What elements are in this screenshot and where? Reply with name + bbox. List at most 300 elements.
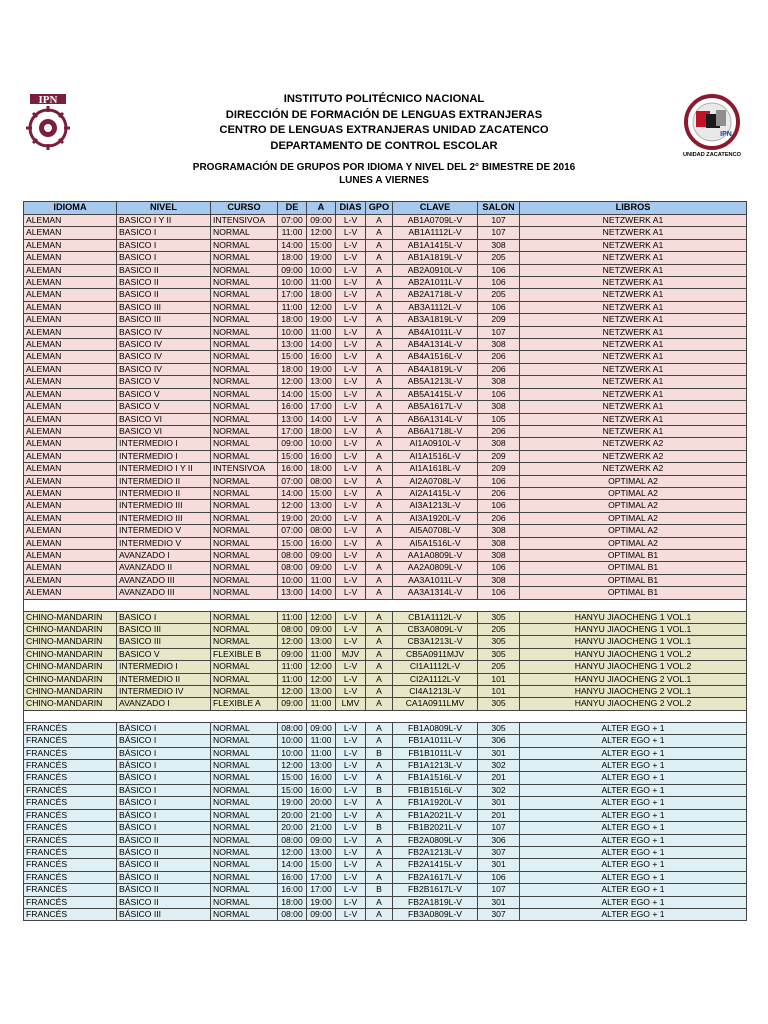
- cell-dias: L-V: [336, 388, 366, 400]
- cell-dias: L-V: [336, 722, 366, 734]
- cell-idioma: CHINO-MANDARIN: [24, 698, 117, 710]
- cell-salon: 301: [478, 747, 520, 759]
- cell-idioma: CHINO-MANDARIN: [24, 636, 117, 648]
- table-row: [24, 747, 747, 759]
- col-header-nivel: NIVEL: [117, 202, 211, 215]
- cell-curso: NORMAL: [211, 760, 278, 772]
- cell-salon: 301: [478, 896, 520, 908]
- cell-curso: NORMAL: [211, 413, 278, 425]
- cell-nivel: BÁSICO II: [117, 871, 211, 883]
- table-row: [24, 277, 747, 289]
- cell-salon: 106: [478, 301, 520, 313]
- cell-de: 20:00: [278, 809, 307, 821]
- cell-dias: L-V: [336, 215, 366, 227]
- cell-clave: AB6A1718L-V: [393, 425, 478, 437]
- cell-clave: AI3A1213L-V: [393, 500, 478, 512]
- separator-cell: [24, 710, 747, 722]
- cell-salon: 308: [478, 549, 520, 561]
- cell-de: 14:00: [278, 239, 307, 251]
- cell-clave: AB1A1112L-V: [393, 227, 478, 239]
- cell-dias: L-V: [336, 401, 366, 413]
- cell-libros: ALTER EGO + 1: [520, 834, 747, 846]
- cell-salon: 206: [478, 425, 520, 437]
- cell-idioma: FRANCÉS: [24, 747, 117, 759]
- cell-a: 11:00: [307, 698, 336, 710]
- cell-dias: L-V: [336, 908, 366, 920]
- cell-idioma: FRANCÉS: [24, 797, 117, 809]
- cell-a: 18:00: [307, 425, 336, 437]
- cell-curso: NORMAL: [211, 264, 278, 276]
- table-row: [24, 859, 747, 871]
- cell-gpo: A: [366, 624, 393, 636]
- cell-a: 13:00: [307, 846, 336, 858]
- cell-curso: NORMAL: [211, 735, 278, 747]
- cell-dias: L-V: [336, 264, 366, 276]
- cell-salon: 107: [478, 227, 520, 239]
- cell-de: 10:00: [278, 326, 307, 338]
- cell-curso: NORMAL: [211, 351, 278, 363]
- cell-curso: NORMAL: [211, 834, 278, 846]
- cell-clave: AI2A0708L-V: [393, 475, 478, 487]
- cell-gpo: B: [366, 884, 393, 896]
- cell-clave: AI5A1516L-V: [393, 537, 478, 549]
- cell-de: 14:00: [278, 388, 307, 400]
- cell-salon: 308: [478, 525, 520, 537]
- cell-libros: NETZWERK A1: [520, 339, 747, 351]
- cell-de: 07:00: [278, 475, 307, 487]
- cell-dias: L-V: [336, 760, 366, 772]
- table-row: [24, 809, 747, 821]
- cell-a: 12:00: [307, 227, 336, 239]
- cell-curso: NORMAL: [211, 227, 278, 239]
- cell-a: 20:00: [307, 797, 336, 809]
- cell-curso: INTENSIVOA: [211, 463, 278, 475]
- cell-de: 18:00: [278, 252, 307, 264]
- cell-idioma: ALEMAN: [24, 475, 117, 487]
- cell-curso: NORMAL: [211, 772, 278, 784]
- cell-nivel: INTERMEDIO V: [117, 525, 211, 537]
- cell-salon: 308: [478, 376, 520, 388]
- cell-clave: FB1A1011L-V: [393, 735, 478, 747]
- cell-curso: NORMAL: [211, 784, 278, 796]
- cell-a: 20:00: [307, 512, 336, 524]
- cell-curso: NORMAL: [211, 686, 278, 698]
- cell-nivel: BÁSICO I: [117, 809, 211, 821]
- cell-idioma: FRANCÉS: [24, 784, 117, 796]
- cell-idioma: ALEMAN: [24, 574, 117, 586]
- cell-nivel: INTERMEDIO I: [117, 450, 211, 462]
- cell-idioma: CHINO-MANDARIN: [24, 686, 117, 698]
- cell-curso: NORMAL: [211, 500, 278, 512]
- cell-salon: 101: [478, 673, 520, 685]
- cell-clave: AB4A1011L-V: [393, 326, 478, 338]
- cell-idioma: FRANCÉS: [24, 735, 117, 747]
- cell-nivel: INTERMEDIO III: [117, 512, 211, 524]
- table-row: [24, 425, 747, 437]
- cell-a: 11:00: [307, 277, 336, 289]
- cell-clave: AB1A0709L-V: [393, 215, 478, 227]
- cell-gpo: A: [366, 351, 393, 363]
- cell-nivel: AVANZADO III: [117, 587, 211, 599]
- cell-a: 13:00: [307, 686, 336, 698]
- schedule-table: [23, 201, 747, 921]
- cell-dias: L-V: [336, 450, 366, 462]
- cell-dias: L-V: [336, 846, 366, 858]
- cell-gpo: A: [366, 611, 393, 623]
- cell-idioma: ALEMAN: [24, 351, 117, 363]
- header-direction: DIRECCIÓN DE FORMACIÓN DE LENGUAS EXTRANJERAS: [225, 108, 543, 121]
- cell-nivel: BÁSICO I: [117, 735, 211, 747]
- cell-idioma: ALEMAN: [24, 289, 117, 301]
- cell-a: 12:00: [307, 611, 336, 623]
- cell-salon: 306: [478, 735, 520, 747]
- cell-libros: ALTER EGO + 1: [520, 908, 747, 920]
- table-row: [24, 760, 747, 772]
- table-row: [24, 822, 747, 834]
- cell-a: 16:00: [307, 450, 336, 462]
- col-header-de: DE: [278, 202, 307, 215]
- cell-clave: FB2A1617L-V: [393, 871, 478, 883]
- subtitle-programacion: PROGRAMACIÓN DE GRUPOS POR IDIOMA Y NIVEL DEL 2° BIMESTRE DE 2016: [192, 162, 576, 173]
- cell-de: 13:00: [278, 587, 307, 599]
- cell-de: 12:00: [278, 376, 307, 388]
- cell-libros: ALTER EGO + 1: [520, 722, 747, 734]
- cell-de: 16:00: [278, 884, 307, 896]
- cell-idioma: FRANCÉS: [24, 772, 117, 784]
- cell-libros: NETZWERK A2: [520, 438, 747, 450]
- cell-gpo: A: [366, 500, 393, 512]
- cell-dias: L-V: [336, 636, 366, 648]
- cell-nivel: INTERMEDIO V: [117, 537, 211, 549]
- cell-idioma: ALEMAN: [24, 413, 117, 425]
- cell-libros: OPTIMAL A2: [520, 525, 747, 537]
- cell-clave: AB3A1112L-V: [393, 301, 478, 313]
- cell-nivel: BASICO III: [117, 636, 211, 648]
- cell-a: 11:00: [307, 648, 336, 660]
- cell-a: 19:00: [307, 252, 336, 264]
- cell-salon: 106: [478, 264, 520, 276]
- cell-dias: L-V: [336, 896, 366, 908]
- cell-salon: 205: [478, 624, 520, 636]
- cell-clave: AA1A0809L-V: [393, 549, 478, 561]
- cell-salon: 205: [478, 289, 520, 301]
- cell-idioma: ALEMAN: [24, 587, 117, 599]
- table-row: [24, 562, 747, 574]
- cell-nivel: BASICO IV: [117, 351, 211, 363]
- cell-curso: NORMAL: [211, 549, 278, 561]
- cell-nivel: INTERMEDIO II: [117, 487, 211, 499]
- cell-nivel: BÁSICO II: [117, 896, 211, 908]
- cell-idioma: FRANCÉS: [24, 884, 117, 896]
- cell-libros: OPTIMAL B1: [520, 574, 747, 586]
- cell-de: 19:00: [278, 797, 307, 809]
- table-row: [24, 624, 747, 636]
- cell-a: 09:00: [307, 215, 336, 227]
- cell-a: 09:00: [307, 722, 336, 734]
- cell-de: 14:00: [278, 859, 307, 871]
- cell-nivel: BASICO IV: [117, 339, 211, 351]
- cell-clave: AB4A1314L-V: [393, 339, 478, 351]
- cell-de: 20:00: [278, 822, 307, 834]
- cell-idioma: ALEMAN: [24, 487, 117, 499]
- cell-nivel: AVANZADO II: [117, 562, 211, 574]
- cell-nivel: BÁSICO I: [117, 722, 211, 734]
- cell-dias: MJV: [336, 648, 366, 660]
- cell-nivel: INTERMEDIO II: [117, 475, 211, 487]
- cell-gpo: A: [366, 525, 393, 537]
- table-row: [24, 574, 747, 586]
- cell-clave: FB1A0809L-V: [393, 722, 478, 734]
- cell-gpo: A: [366, 425, 393, 437]
- cell-libros: ALTER EGO + 1: [520, 859, 747, 871]
- cell-a: 13:00: [307, 376, 336, 388]
- table-row: [24, 438, 747, 450]
- cell-curso: NORMAL: [211, 289, 278, 301]
- cell-a: 09:00: [307, 834, 336, 846]
- cell-curso: NORMAL: [211, 450, 278, 462]
- cell-libros: NETZWERK A1: [520, 227, 747, 239]
- cell-gpo: A: [366, 487, 393, 499]
- table-row: [24, 413, 747, 425]
- cell-de: 08:00: [278, 722, 307, 734]
- cell-a: 15:00: [307, 859, 336, 871]
- cell-gpo: A: [366, 363, 393, 375]
- cell-a: 15:00: [307, 388, 336, 400]
- cell-libros: NETZWERK A1: [520, 425, 747, 437]
- cell-dias: L-V: [336, 525, 366, 537]
- cell-de: 11:00: [278, 673, 307, 685]
- cell-salon: 308: [478, 537, 520, 549]
- cell-de: 08:00: [278, 624, 307, 636]
- cell-idioma: ALEMAN: [24, 326, 117, 338]
- cell-nivel: BASICO V: [117, 388, 211, 400]
- cell-de: 10:00: [278, 277, 307, 289]
- cell-dias: L-V: [336, 797, 366, 809]
- cell-dias: L-V: [336, 512, 366, 524]
- cell-curso: NORMAL: [211, 388, 278, 400]
- cell-de: 17:00: [278, 425, 307, 437]
- cell-idioma: ALEMAN: [24, 512, 117, 524]
- cell-gpo: A: [366, 871, 393, 883]
- cell-curso: NORMAL: [211, 475, 278, 487]
- cell-dias: L-V: [336, 314, 366, 326]
- cell-curso: NORMAL: [211, 363, 278, 375]
- cell-clave: FB1A2021L-V: [393, 809, 478, 821]
- cell-dias: L-V: [336, 339, 366, 351]
- cell-a: 16:00: [307, 784, 336, 796]
- cell-libros: OPTIMAL A2: [520, 537, 747, 549]
- cell-curso: NORMAL: [211, 277, 278, 289]
- cell-gpo: A: [366, 450, 393, 462]
- cell-gpo: A: [366, 376, 393, 388]
- cell-clave: FB2A1213L-V: [393, 846, 478, 858]
- table-row: [24, 722, 747, 734]
- cell-libros: NETZWERK A1: [520, 289, 747, 301]
- cell-nivel: BASICO V: [117, 376, 211, 388]
- table-row: [24, 314, 747, 326]
- cell-dias: L-V: [336, 587, 366, 599]
- cell-salon: 205: [478, 661, 520, 673]
- cell-de: 13:00: [278, 413, 307, 425]
- cell-gpo: A: [366, 859, 393, 871]
- cell-curso: NORMAL: [211, 636, 278, 648]
- cell-libros: OPTIMAL B1: [520, 562, 747, 574]
- cell-libros: ALTER EGO + 1: [520, 747, 747, 759]
- cell-dias: L-V: [336, 475, 366, 487]
- cell-curso: NORMAL: [211, 376, 278, 388]
- cell-curso: NORMAL: [211, 525, 278, 537]
- cell-de: 11:00: [278, 227, 307, 239]
- cell-idioma: ALEMAN: [24, 301, 117, 313]
- cell-de: 09:00: [278, 648, 307, 660]
- cell-de: 07:00: [278, 215, 307, 227]
- cell-a: 13:00: [307, 760, 336, 772]
- cell-salon: 307: [478, 846, 520, 858]
- table-row: [24, 846, 747, 858]
- cell-clave: CB1A1112L-V: [393, 611, 478, 623]
- cell-libros: HANYU JIAOCHENG 1 VOL.1: [520, 636, 747, 648]
- cell-gpo: A: [366, 475, 393, 487]
- cell-idioma: CHINO-MANDARIN: [24, 611, 117, 623]
- cell-de: 15:00: [278, 784, 307, 796]
- table-row: [24, 326, 747, 338]
- cell-clave: FB1A1920L-V: [393, 797, 478, 809]
- cell-dias: L-V: [336, 574, 366, 586]
- cell-curso: NORMAL: [211, 438, 278, 450]
- cell-clave: FB1B1011L-V: [393, 747, 478, 759]
- cell-curso: NORMAL: [211, 908, 278, 920]
- cell-idioma: ALEMAN: [24, 277, 117, 289]
- cell-salon: 106: [478, 475, 520, 487]
- cell-a: 08:00: [307, 475, 336, 487]
- cell-libros: ALTER EGO + 1: [520, 760, 747, 772]
- cell-a: 15:00: [307, 487, 336, 499]
- cell-idioma: ALEMAN: [24, 463, 117, 475]
- document-subtitle: [0, 161, 768, 187]
- cell-gpo: A: [366, 289, 393, 301]
- cell-nivel: BASICO IV: [117, 363, 211, 375]
- cell-de: 12:00: [278, 500, 307, 512]
- cell-a: 10:00: [307, 264, 336, 276]
- cell-clave: CB3A0809L-V: [393, 624, 478, 636]
- cell-libros: ALTER EGO + 1: [520, 809, 747, 821]
- cell-libros: ALTER EGO + 1: [520, 871, 747, 883]
- table-row: [24, 264, 747, 276]
- table-row: [24, 227, 747, 239]
- cell-libros: NETZWERK A1: [520, 401, 747, 413]
- cell-gpo: A: [366, 698, 393, 710]
- cell-clave: CA1A0911LMV: [393, 698, 478, 710]
- cell-dias: L-V: [336, 735, 366, 747]
- cell-a: 14:00: [307, 587, 336, 599]
- cell-salon: 107: [478, 326, 520, 338]
- cell-libros: ALTER EGO + 1: [520, 822, 747, 834]
- cell-salon: 201: [478, 809, 520, 821]
- cell-libros: NETZWERK A1: [520, 413, 747, 425]
- table-header-row: [24, 202, 747, 215]
- cell-a: 16:00: [307, 351, 336, 363]
- cell-gpo: A: [366, 339, 393, 351]
- cenlex-logo-ipn-text: IPN: [720, 131, 732, 138]
- cell-clave: FB1A1516L-V: [393, 772, 478, 784]
- cell-libros: NETZWERK A1: [520, 215, 747, 227]
- cell-clave: AA3A1011L-V: [393, 574, 478, 586]
- cell-de: 16:00: [278, 463, 307, 475]
- cell-idioma: ALEMAN: [24, 450, 117, 462]
- cell-nivel: BASICO I: [117, 611, 211, 623]
- cell-dias: L-V: [336, 227, 366, 239]
- cell-dias: L-V: [336, 784, 366, 796]
- cell-nivel: BASICO II: [117, 277, 211, 289]
- table-row: [24, 450, 747, 462]
- cell-de: 15:00: [278, 772, 307, 784]
- cell-dias: L-V: [336, 562, 366, 574]
- cell-a: 21:00: [307, 809, 336, 821]
- cell-de: 16:00: [278, 871, 307, 883]
- cell-a: 12:00: [307, 301, 336, 313]
- cell-dias: L-V: [336, 277, 366, 289]
- cell-libros: NETZWERK A1: [520, 277, 747, 289]
- col-header-dias: DIAS: [336, 202, 366, 215]
- cell-dias: L-V: [336, 289, 366, 301]
- cell-dias: L-V: [336, 834, 366, 846]
- group-separator-row: [24, 710, 747, 722]
- cell-a: 12:00: [307, 673, 336, 685]
- table-row: [24, 463, 747, 475]
- cell-libros: ALTER EGO + 1: [520, 784, 747, 796]
- table-row: [24, 661, 747, 673]
- cell-gpo: A: [366, 301, 393, 313]
- cell-salon: 308: [478, 339, 520, 351]
- cell-clave: AB2A1718L-V: [393, 289, 478, 301]
- table-row: [24, 363, 747, 375]
- cell-dias: L-V: [336, 549, 366, 561]
- cell-salon: 206: [478, 351, 520, 363]
- cell-libros: HANYU JIAOCHENG 2 VOL.2: [520, 698, 747, 710]
- cell-de: 12:00: [278, 686, 307, 698]
- table-row: [24, 908, 747, 920]
- cell-gpo: A: [366, 809, 393, 821]
- cell-curso: NORMAL: [211, 846, 278, 858]
- cell-nivel: BASICO III: [117, 301, 211, 313]
- cell-dias: L-V: [336, 438, 366, 450]
- cell-de: 18:00: [278, 363, 307, 375]
- table-row: [24, 648, 747, 660]
- cell-libros: HANYU JIAOCHENG 1 VOL.2: [520, 661, 747, 673]
- cell-idioma: FRANCÉS: [24, 834, 117, 846]
- cell-libros: OPTIMAL A2: [520, 500, 747, 512]
- cell-dias: L-V: [336, 673, 366, 685]
- cell-salon: 106: [478, 277, 520, 289]
- table-row: [24, 636, 747, 648]
- cell-salon: 307: [478, 908, 520, 920]
- cell-dias: L-V: [336, 624, 366, 636]
- cell-idioma: FRANCÉS: [24, 859, 117, 871]
- table-row: [24, 871, 747, 883]
- cell-gpo: A: [366, 636, 393, 648]
- cell-gpo: A: [366, 549, 393, 561]
- table-row: [24, 896, 747, 908]
- cell-de: 11:00: [278, 611, 307, 623]
- cell-dias: L-V: [336, 772, 366, 784]
- cell-idioma: ALEMAN: [24, 562, 117, 574]
- table-row: [24, 549, 747, 561]
- cell-clave: AI1A1618L-V: [393, 463, 478, 475]
- cell-dias: L-V: [336, 686, 366, 698]
- cell-salon: 106: [478, 500, 520, 512]
- table-row: [24, 673, 747, 685]
- cell-salon: 308: [478, 239, 520, 251]
